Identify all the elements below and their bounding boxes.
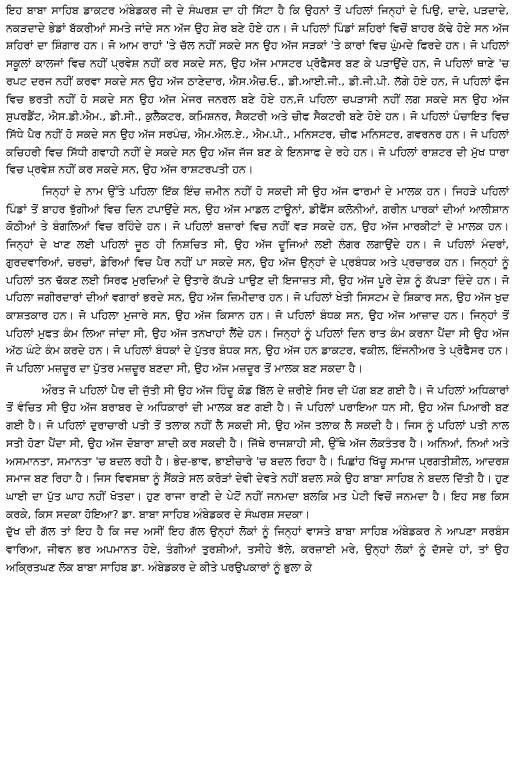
paragraph-4: ਦੁੱਖ ਦੀ ਗੱਲ ਤਾਂ ਇਹ ਹੈ ਕਿ ਜਦ ਅਸੀਂ ਇਹ ਗੱਲ ਉਨ੍ਹਾਂ ਲੋਕਾਂ ਨੂੰ ਜਿਨ੍ਹਾਂ ਵਾਸਤੇ ਬਾਬਾ ਸਾਹਿਬ ਅੰਬੇਡਕਰ ਨੇ ਆਪਣਾ ਸਰਬੰਸ ਵਾਰਿਆ, ਜੀਵਨ ਭਰ ਅਪਮਾਨਤ ਹੋਏ, ਤੰਗੀਆਂ ਤੁਰਸ਼ੀਆਂ, ਤਸੀਹੇ ਝੱਲੇ, ਕਰਜ਼ਾਈ ਮਰੇ, ਉਨ੍ਹਾਂ ਲੋਕਾਂ ਨੂੰ ਦੱਸਦੇ ਹਾਂ, ਤਾਂ ਉਹ ਅਕ੍ਰਿਤਘਣ ਲੋਕ ਬਾਬਾ ਸਾਹਿਬ ਡਾ. ਅੰਬੇਡਕਰ ਦੇ ਕੀਤੇ ਪਰਉਪਕਾਰਾਂ ਨੂੰ ਭੁਲਾ ਕੇ (6, 525, 509, 574)
paragraph-1: ਇਹ ਬਾਬਾ ਸਾਹਿਬ ਡਾਕਟਰ ਅੰਬੇਡਕਰ ਜੀ ਦੇ ਸੰਘਰਸ਼ ਦਾ ਹੀ ਸਿੱਟਾ ਹੈ ਕਿ ਉਹਨਾਂ ਤੋਂ ਪਹਿਲਾਂ ਜਿਨ੍ਹਾਂ ਦੇ ਪਿਉ, ਦਾਦੇ, ਪੜਦਾਦੇ, ਨਕੜਦਾਦੇ ਭੇਡਾਂ ਬੱਕਰੀਆਂ ਸਮਤੇ ਜਾਂਦੇ ਸਨ ਅੱਜ ਉਹ ਸ਼ੇਰ ਬਣੇ ਹੋਏ ਹਨ। ਜੋ ਪਹਿਲਾਂ ਪਿੰਡਾਂ ਸ਼ਹਿਰਾਂ ਵਿਚੋਂ ਬਾਹਰ ਕੱਢੇ ਹੋਏ ਸਨ ਅੱਜ ਸ਼ਹਿਰਾਂ ਦਾ ਸ਼ਿੰਗਾਰ ਹਨ। ਜੋ ਆਮ ਰਾਹਾਂ 'ਤੇ ਚੱਲ ਨਹੀਂ ਸਕਦੇ ਸਨ ਉਹ ਅੱਜ ਸੜਕਾਂ 'ਤੇ ਕਾਰਾਂ ਵਿਚ ਘੁੰਮਦੇ ਫਿਰਦੇ ਹਨ। ਜੋ ਪਹਿਲਾਂ ਸਕੂਲਾਂ ਕਾਲਜਾਂ ਵਿਚ ਨਹੀਂ ਪ੍ਰਵੇਸ਼ ਨਹੀਂ ਕਰ ਸਕਦੇ ਸਨ, ਉਹ ਅੱਜ ਮਾਸਟਰ ਪ੍ਰੋਫੈਸਰ ਬਣ ਕੇ ਪੜਾਉਂਦੇ ਹਨ, ਜੋ ਪਹਿਲਾਂ ਥਾਣੇ 'ਚ ਰਪਟ ਦਰਜ ਨਹੀਂ ਕਰਵਾ ਸਕਦੇ ਸਨ ਉਹ ਅੱਜ ਠਾਣੇਦਾਰ, ਐਸ.ਐਚ.ਓ., ਡੀ.ਆਈ.ਜੀ., ਡੀ.ਜੀ.ਪੀ. ਲੱਗੇ ਹੋਏ ਹਨ, ਜੋ ਪਹਿਲਾਂ ਫੌਜ ਵਿਚ ਭਰਤੀ ਨਹੀਂ ਹੋ ਸਕਦੇ ਸਨ ਉਹ ਅੱਜ ਮੇਜਰ ਜਨਰਲ ਬਣੇ ਹੋਏ ਹਨ,ਜੋ ਪਹਿਲਾ ਚਪੜਾਸੀ ਨਹੀਂ ਲਗ ਸਕਦੇ ਸਨ ਉਹ ਅੱਜ ਸੁਪਰਡੈਂਟ, ਐਸ.ਡੀ.ਐਮ., ਡੀ.ਸੀ., ਕੁਲੈਕਟਰ, ਕਮਿਸ਼ਨਰ, ਸੈਕਟਰੀ ਅਤੇ ਚੀਫ ਸੈਕਟਰੀ ਬਣੇ ਹੋਏ ਹਨ। ਜੋ ਪਹਿਲਾਂ ਪੰਚਾਇਤ ਵਿਚ ਸਿੱਧੇ ਪੈਰ ਨਹੀਂ ਹੋ ਸਕਦੇ ਸਨ ਉਹ ਅੱਜ ਸਰਪੰਚ, ਐਮ.ਐਲ.ਏ., ਐਮ.ਪੀ., ਮਨਿਸਟਰ, ਚੀਫ ਮਨਿਸਟਰ, ਗਵਰਨਰ ਹਨ। ਜੋ ਪਹਿਲਾਂ ਕਚਿਹਰੀ ਵਿਚ ਸਿੱਧੀ ਗਵਾਹੀ ਨਹੀਂ ਦੇ ਸਕਦੇ ਸਨ ਉਹ ਅੱਜ ਜੱਜ ਬਣ ਕੇ ਇਨਸਾਫ ਦੇ ਰਹੇ ਹਨ। ਜੋ ਪਹਿਲਾਂ ਰਾਸ਼ਟਰ ਦੀ ਮੁੱਖ ਧਾਰਾ ਵਿਚ ਪ੍ਰਵੇਸ਼ ਨਹੀਂ ਕਰ ਸਕਦੇ ਸਨ, ਉਹ ਅੱਜ ਰਾਸ਼ਟਰਪਤੀ ਹਨ। (6, 4, 509, 177)
paragraph-3: ਔਰਤ ਜੋ ਪਹਿਲਾਂ ਪੈਰ ਦੀ ਜੁੱਤੀ ਸੀ ਉਹ ਅੱਜ ਹਿੰਦੂ ਕੋਡ ਬਿੱਲ ਦੇ ਜ਼ਰੀਏ ਸਿਰ ਦੀ ਪੱਗ ਬਣ ਗਈ ਹੈ। ਜੋ ਪਹਿਲਾਂ ਅਧਿਕਾਰਾਂ ਤੋਂ ਵੰਚਿਤ ਸੀ ਉਹ ਅੱਜ ਬਰਾਬਰ ਦੇ ਅਧਿਕਾਰਾਂ ਦੀ ਮਾਲਕ ਬਣ ਗਈ ਹੈ। ਜੋ ਪਹਿਲਾਂ ਪਰਾਇਆ ਧਨ ਸੀ, ਉਹ ਅੱਜ ਪਿਆਰੀ ਬਣ ਗਈ ਹੈ। ਜੋ ਪਹਿਲਾਂ ਦੁਰਾਚਾਰੀ ਪਤੀ ਤੋਂ ਤਲਾਕ ਨਹੀਂ ਲੈ ਸਕਦੀ ਸੀ, ਉਹ ਅੱਜ ਤਲਾਕ ਲੈ ਸਕਦੀ ਹੈ। ਜਿਸ ਨੂੰ ਪਹਿਲਾਂ ਪਤੀ ਨਾਲ ਸਤੀ ਹੋਣਾ ਪੈਂਦਾ ਸੀ, ਉਹ ਅੱਜ ਦੋਬਾਰਾ ਸ਼ਾਦੀ ਕਰ ਸਕਦੀ ਹੈ। ਜਿੱਥੇ ਰਾਜਸ਼ਾਹੀ ਸੀ, ਉੱਥੇ ਅੱਜ ਲੋਕਤੰਤਰ ਹੈ। ਅਨਿਆਂ, ਨਿਆਂ ਅਤੇ ਅਸਮਾਨਤਾ, ਸਮਾਨਤਾ 'ਚ ਬਦਲ ਰਹੀ ਹੈ। ਭੇਦ-ਭਾਵ, ਭਾਈਚਾਰੇ 'ਚ ਬਦਲ ਰਿਹਾ ਹੈ। ਪਿਛਾਂਹ ਖਿੱਚੂ ਸਮਾਜ ਪ੍ਰਗਤੀਸ਼ੀਲ, ਆਦਰਸ਼ ਸਮਾਜ ਬਣ ਰਿਹਾ ਹੈ। ਜਿਸ ਵਿਵਸਥਾ ਨੂੰ ਸੈਂਕੜੇ ਸਲ ਕਰੋੜਾਂ ਦੇਵੀ ਦੇਵਤੇ ਨਹੀਂ ਬਦਲ ਸਕੇ ਉਹ ਬਾਬਾ ਸਾਹਿਬ ਨੇ ਬਦਲ ਦਿੱਤੀ ਹੈ। ਹੁਣ ਘਾਈ ਦਾ ਪੁੱਤ ਘਾਹ ਨਹੀਂ ਖੋਤਦਾ। ਹੁਣ ਰਾਜਾ ਰਾਣੀ ਦੇ ਪੇਟੋਂ ਨਹੀਂ ਜਨਮਦਾ ਬਲਕਿ ਮਤ ਪੇਟੀ ਵਿਚੋਂ ਜਨਮਦਾ ਹੈ। ਇਹ ਸਭ ਕਿਸ ਕਰਕੇ, ਕਿਸ ਸਦਕਾ ਹੋਇਆ? ਡਾ. ਬਾਬਾ ਸਾਹਿਬ ਅੰਬੇਡਕਰ ਦੇ ਸੰਘਰਸ਼ ਸਦਕਾ। (6, 383, 509, 521)
paragraph-2: ਜਿਨ੍ਹਾਂ ਦੇ ਨਾਮ ਉੱਤੇ ਪਹਿਲਾ ਇੱਕ ਇੰਚ ਜ਼ਮੀਨ ਨਹੀਂ ਹੋ ਸਕਦੀ ਸੀ ਉਹ ਅੱਜ ਫਾਰਮਾਂ ਦੇ ਮਾਲਕ ਹਨ। ਜਿਹੜੇ ਪਹਿਲਾਂ ਪਿੰਡਾਂ ਤੋਂ ਬਾਹਰ ਝੁੱਗੀਆਂ ਵਿਚ ਦਿਨ ਟਪਾਉਂਦੇ ਸਨ, ਉਹ ਅੱਜ ਮਾਡਲ ਟਾਊਨਾਂ, ਡੀਫੈਂਸ ਕਲੋਨੀਆਂ, ਗਰੀਨ ਪਾਰਕਾਂ ਦੀਆਂ ਆਲੀਸ਼ਾਨ ਕੋਠੀਆਂ ਤੇ ਬੰਗਲਿਆਂ ਵਿਚ ਰਹਿੰਦੇ ਹਨ। ਜੋ ਪਹਿਲਾਂ ਬਜ਼ਾਰਾਂ ਵਿਚ ਨਹੀਂ ਵੜ ਸਕਦੇ ਹਨ, ਉਹ ਅੱਜ ਮਾਰਕੀਟਾਂ ਦੇ ਮਾਲਕ ਹਨ। ਜਿਨ੍ਹਾਂ ਦੇ ਖਾਣ ਲਈ ਪਹਿਲਾਂ ਜੂਠ ਹੀ ਨਿਸ਼ਚਿਤ ਸੀ, ਉਹ ਅੱਜ ਦੂਜਿਆਂ ਲਈ ਲੰਗਰ ਲਗਾਉਂਦੇ ਹਨ। ਜੋ ਪਹਿਲਾਂ ਮੰਦਰਾਂ, ਗੁਰਦਵਾਰਿਆਂ, ਚਰਚਾਂ, ਡੇਰਿਆਂ ਵਿਚ ਪੈਰ ਨਹੀਂ ਪਾ ਸਕਦੇ ਸਨ, ਉਹ ਅੱਜ ਉਨ੍ਹਾਂ ਦੇ ਪ੍ਰਬੰਧਕ ਅਤੇ ਪ੍ਰਚਾਰਕ ਹਨ। ਜਿਨ੍ਹਾਂ ਨੂੰ ਪਹਿਲਾਂ ਤਨ ਢੱਕਣ ਲਈ ਸਿਰਫ ਮੁਰਦਿਆਂ ਦੇ ਉਤਾਰੇ ਕੱਪੜੇ ਪਾਉਣ ਦੀ ਇਜਾਜ਼ਤ ਸੀ, ਉਹ ਅੱਜ ਪੂਰੇ ਦੇਸ਼ ਨੂੰ ਕੱਪੜਾ ਦਿੰਦੇ ਹਨ। ਜੋ ਪਹਿਲਾ ਜਗੀਰਦਾਰਾਂ ਦੀਆਂ ਵਗਾਰਾਂ ਭਰਦੇ ਸਨ, ਉਹ ਅੱਜ ਜ਼ਿਮੀਦਾਰ ਹਨ। ਜੋ ਪਹਿਲਾਂ ਖੇਤੀ ਸਿਸਟਮ ਦੇ ਸ਼ਿਕਾਰ ਸਨ, ਉਹ ਅੱਜ ਖੁਦ ਕਾਸ਼ਤਕਾਰ ਹਨ। ਜੋ ਪਹਿਲਾ ਮੁਜਾਰੇ ਸਨ, ਉਹ ਅੱਜ ਕਿਸਾਨ ਹਨ। ਜੋ ਪਹਿਲਾਂ ਬੰਧਕ ਸਨ, ਉਹ ਅੱਜ ਆਜ਼ਾਦ ਹਨ। ਜਿਨ੍ਹਾਂ ਤੋਂ ਪਹਿਲਾਂ ਮੁਫਤ ਕੰਮ ਲਿਆ ਜਾਂਦਾ ਸੀ, ਉਹ ਅੱਜ ਤਨਖਾਹਾਂ ਲੈਂਦੇ ਹਨ। ਜਿਨ੍ਹਾਂ ਨੂੰ ਪਹਿਲਾਂ ਦਿਨ ਰਾਤ ਕੰਮ ਕਰਨਾ ਪੈਂਦਾ ਸੀ ਉਹ ਅੱਜ ਅੱਠ ਘੰਟੇ ਕੰਮ ਕਰਦੇ ਹਨ। ਜੋ ਪਹਿਲਾਂ ਬੰਧਕਾਂ ਦੇ ਪੁੱਤਰ ਬੰਧਕ ਸਨ, ਉਹ ਅੱਜ ਹਨ ਡਾਕਟਰ, ਵਕੀਲ, ਇੰਜਨੀਅਰ ਤੇ ਪ੍ਰੋਫੈਸਰ ਹਨ। ਜੋ ਪਹਿਲਾ ਮਜ਼ਦੂਰ ਦਾ ਪੁੱਤਰ ਮਜ਼ਦੂਰ ਬਣਦਾ ਸੀ, ਉਹ ਅੱਜ ਮਜ਼ਦੂਰ ਤੋਂ ਮਾਲਕ ਬਣ ਸਕਦਾ ਹੈ। (6, 185, 509, 376)
